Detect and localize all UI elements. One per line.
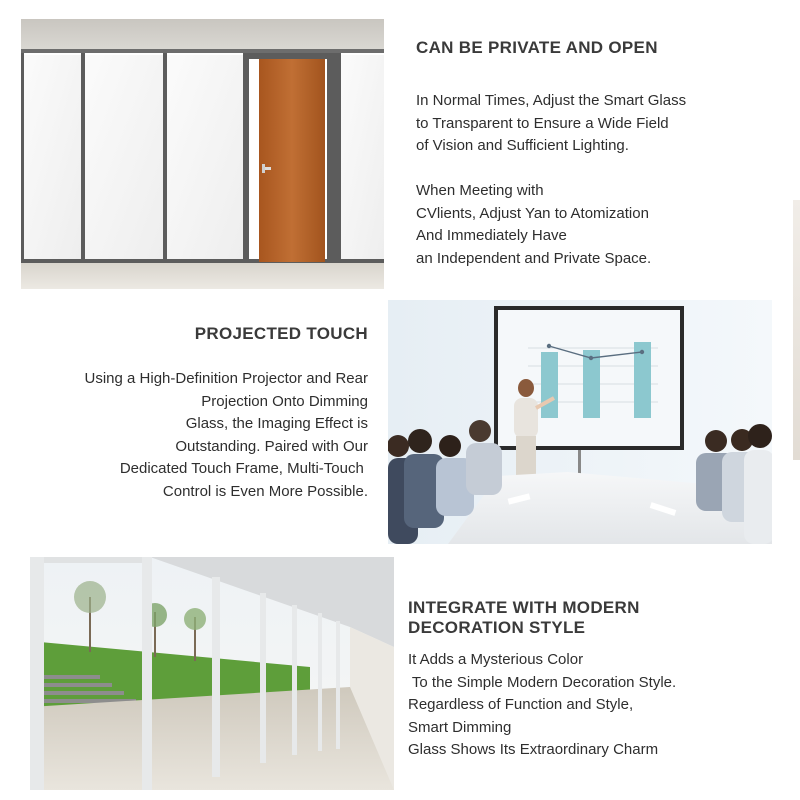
- section3-paragraph: [408, 649, 676, 762]
- section1-p1-line: of Vision and Sufficient Lighting.: [416, 137, 629, 154]
- modern-corridor-image: [30, 557, 394, 790]
- section2-line: Outstanding. Paired with Our: [175, 437, 368, 455]
- corridor-illustration: [30, 557, 394, 790]
- right-edge-strip: [793, 200, 800, 460]
- section1-p2-line: And Immediately Have: [416, 227, 567, 244]
- section1-p1-line: to Transparent to Ensure a Wide Field: [416, 114, 669, 132]
- section3-line: Smart Dimming: [408, 718, 512, 736]
- office-partition-illustration: [21, 19, 384, 289]
- section2-paragraph: [10, 368, 368, 503]
- section3-line: To the Simple Modern Decoration Style.: [408, 673, 677, 691]
- section1-p2-line: When Meeting with: [416, 182, 544, 199]
- section1-paragraph2: [416, 180, 651, 270]
- section1-paragraph1: [416, 90, 686, 158]
- section2-heading: PROJECTED TOUCH: [194, 324, 368, 343]
- section1-heading: CAN BE PRIVATE AND OPEN: [416, 38, 658, 57]
- section3-line: Regardless of Function and Style,: [408, 696, 634, 713]
- section1-p2-line: CVlients, Adjust Yan to Atomization: [416, 204, 649, 222]
- section2-line: Projection Onto Dimming: [201, 392, 368, 410]
- section2-line: Control is Even More Possible.: [162, 482, 368, 500]
- section2-line: Using a High-Definition Projector and Rear: [84, 370, 368, 387]
- conference-projection-image: [388, 300, 772, 544]
- conference-illustration: [388, 300, 772, 544]
- section2-line: Dedicated Touch Frame, Multi-Touch: [119, 460, 368, 477]
- section2-line: Glass, the Imaging Effect is: [185, 415, 368, 432]
- section3-line: Glass Shows Its Extraordinary Charm: [408, 741, 659, 758]
- section1-p1-line: In Normal Times, Adjust the Smart Glass: [416, 92, 687, 109]
- section3-line: It Adds a Mysterious Color: [408, 651, 584, 668]
- office-partition-image: [21, 19, 384, 289]
- section3-heading-line: INTEGRATE WITH MODERN: [408, 598, 640, 617]
- section3-heading-line: DECORATION STYLE: [408, 618, 586, 637]
- section3-heading: [408, 598, 640, 638]
- section1-p2-line: an Independent and Private Space.: [416, 249, 652, 267]
